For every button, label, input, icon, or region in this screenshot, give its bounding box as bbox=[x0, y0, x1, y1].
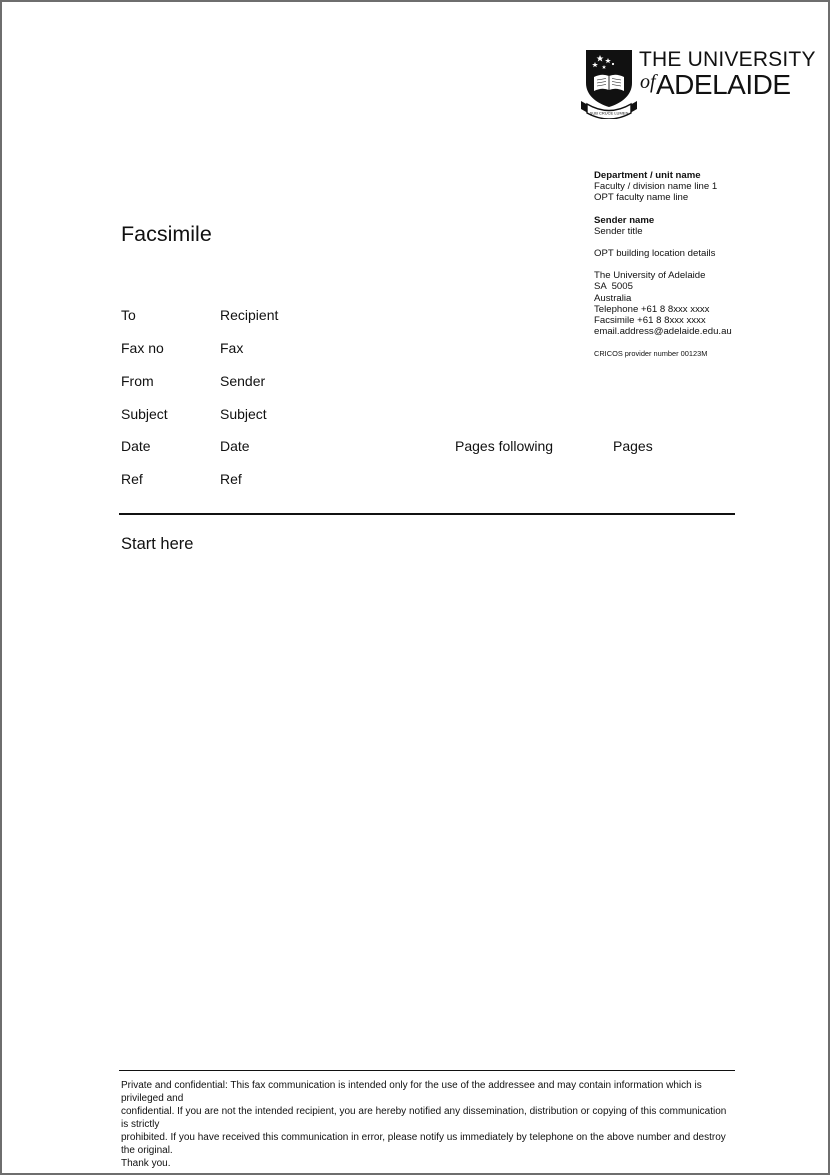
email-address: email.address@adelaide.edu.au bbox=[594, 326, 732, 338]
ref-value: Ref bbox=[220, 471, 242, 487]
fax-value: Fax bbox=[220, 340, 244, 356]
address-line-3: Australia bbox=[594, 292, 632, 304]
ref-label: Ref bbox=[121, 471, 143, 487]
logo-university-text: THE UNIVERSITY bbox=[639, 48, 816, 71]
building-details: OPT building location details bbox=[594, 248, 716, 260]
pages-label: Pages following bbox=[455, 438, 554, 454]
address-line-1: The University of Adelaide bbox=[594, 270, 706, 282]
logo-of-text: of bbox=[640, 71, 656, 93]
department-block bbox=[594, 170, 814, 204]
header-divider bbox=[119, 513, 735, 515]
department-name: Department / unit name bbox=[594, 170, 701, 181]
from-value: Sender bbox=[220, 373, 266, 389]
page-title: Facsimile bbox=[121, 222, 212, 246]
fax-label: Fax no bbox=[121, 340, 164, 356]
footer-line-3: prohibited. If you have received this communication in error, please notify us immediately by telephone on the above number and destroy the original. bbox=[121, 1132, 726, 1156]
subject-value: Subject bbox=[220, 406, 267, 422]
cricos-number: CRICOS provider number 00123M bbox=[594, 349, 708, 359]
footer-divider bbox=[119, 1070, 735, 1071]
faculty-line-1: Faculty / division name line 1 bbox=[594, 181, 718, 193]
address-block bbox=[594, 270, 814, 337]
logo-adelaide-text: ADELAIDE bbox=[656, 69, 791, 100]
confidentiality-notice bbox=[121, 1079, 733, 1170]
to-value: Recipient bbox=[220, 307, 279, 323]
footer-line-2: confidential. If you are not the intended recipient, you are hereby notified any dissemination, distribution or copying of this communication is strictly bbox=[121, 1106, 727, 1130]
faculty-line-2: OPT faculty name line bbox=[594, 192, 689, 204]
address-line-2: SA 5005 bbox=[594, 281, 633, 293]
university-crest-icon bbox=[580, 47, 640, 119]
facsimile-number: Facsimile +61 8 8xxx xxxx bbox=[594, 315, 706, 327]
sender-title: Sender title bbox=[594, 225, 643, 237]
logo-motto: SUB CRUCE LUMEN bbox=[589, 110, 629, 116]
from-label: From bbox=[121, 373, 154, 389]
university-logo bbox=[580, 47, 816, 119]
sender-details bbox=[594, 170, 814, 360]
footer-line-1: Private and confidential: This fax communication is intended only for the use of the addressee and may contain information which is privileged and bbox=[121, 1080, 702, 1104]
date-value: Date bbox=[220, 438, 250, 454]
telephone: Telephone +61 8 8xxx xxxx bbox=[594, 303, 710, 315]
date-label: Date bbox=[121, 438, 151, 454]
sender-name: Sender name bbox=[594, 214, 655, 226]
sender-block bbox=[594, 215, 814, 237]
footer-line-4: Thank you. bbox=[121, 1158, 171, 1169]
pages-value: Pages bbox=[613, 438, 653, 454]
body-start-text: Start here bbox=[121, 535, 194, 553]
to-label: To bbox=[121, 307, 136, 323]
subject-label: Subject bbox=[121, 406, 168, 422]
